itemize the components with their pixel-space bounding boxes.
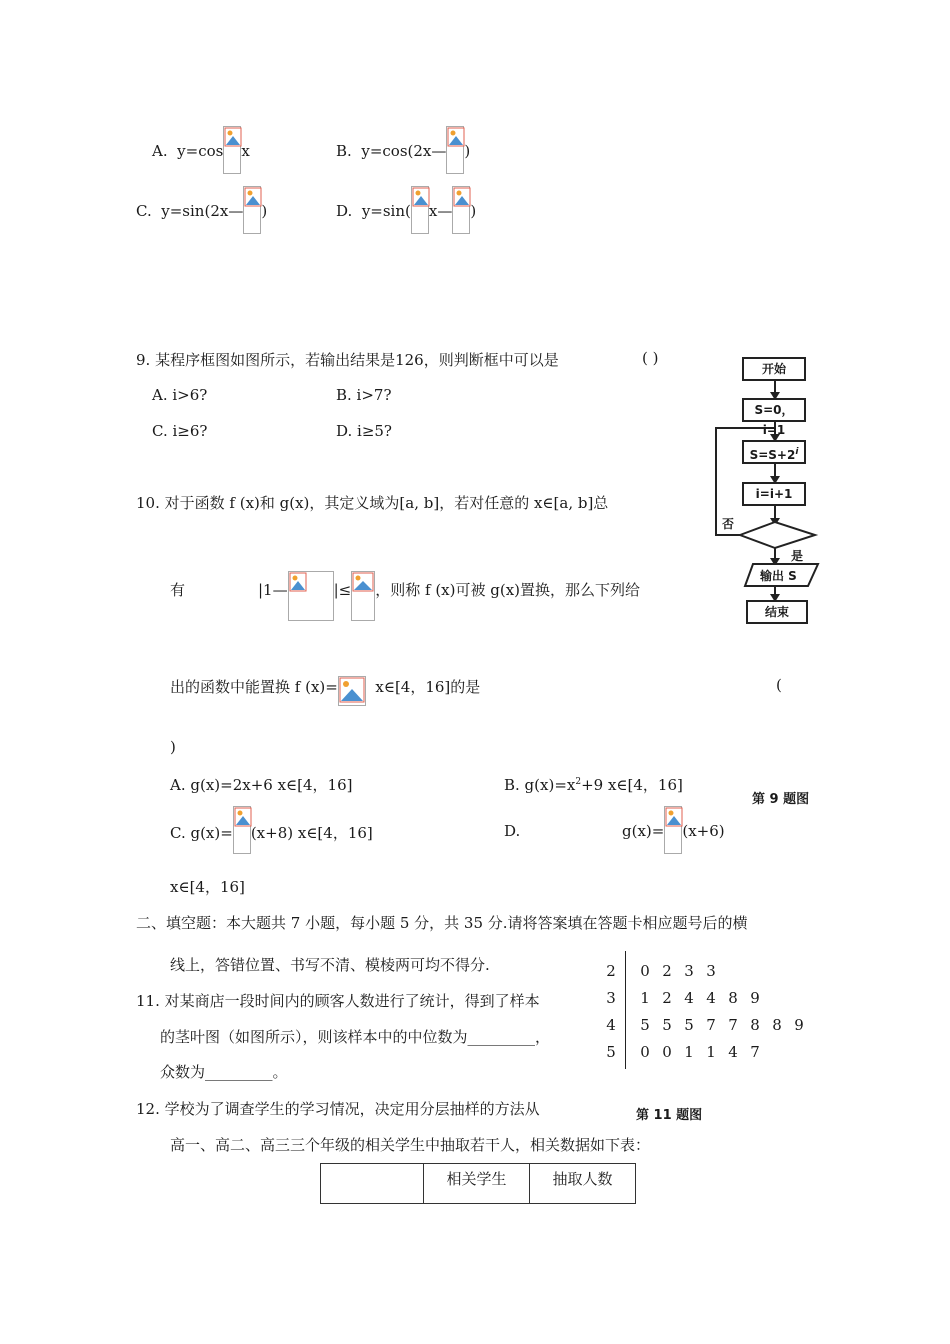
q9-stem: 9. 某程序框图如图所示，若输出结果是126，则判断框中可以是 bbox=[136, 351, 559, 369]
table-header-row bbox=[321, 1164, 636, 1204]
option-d-start: g(x)= bbox=[622, 822, 665, 840]
table-header-cell bbox=[321, 1164, 424, 1204]
broken-image-icon bbox=[351, 571, 375, 621]
q12-line2: 高一、高二、高三三个年级的相关学生中抽取若干人，相关数据如下表： bbox=[170, 1136, 651, 1154]
q11-line3: 众数为_________。 bbox=[160, 1063, 288, 1081]
leaves: 1 2 4 4 8 9 bbox=[640, 989, 760, 1007]
option-label: D. bbox=[336, 202, 353, 220]
flowchart-init: S=0，i=1 bbox=[742, 398, 806, 422]
q10-option-d bbox=[622, 822, 725, 870]
stem: 2 bbox=[606, 962, 616, 980]
q10-line3-start: 出的函数中能置换 f (x)= bbox=[170, 678, 338, 696]
option-label: B. bbox=[336, 142, 352, 160]
update-s-exponent: i bbox=[795, 447, 799, 457]
q9-option-d: D. i≥5? bbox=[336, 422, 392, 440]
flowchart-update-s bbox=[742, 440, 806, 464]
stem-leaf-row bbox=[600, 1043, 622, 1061]
option-c-start: C. g(x)= bbox=[170, 824, 233, 842]
leaves: 0 2 3 3 bbox=[640, 962, 716, 980]
leaves: 5 5 5 7 7 8 8 9 bbox=[640, 1016, 804, 1034]
q9-figure-caption: 第 9 题图 bbox=[752, 792, 810, 807]
update-s-text: S=S+2 bbox=[749, 448, 796, 462]
stem-leaf-row bbox=[600, 989, 622, 1007]
flowchart-end: 结束 bbox=[746, 600, 808, 624]
flowchart-yes-label: 是 bbox=[791, 549, 804, 563]
q10-option-d-domain: x∈[4，16] bbox=[170, 878, 245, 896]
flowchart-update-i: i=i+1 bbox=[742, 482, 806, 506]
broken-image-icon bbox=[664, 806, 682, 854]
q10-paren-close: ) bbox=[170, 738, 176, 756]
formula: y=cos bbox=[177, 142, 224, 160]
q9-answer-paren: ( ) bbox=[642, 349, 659, 367]
broken-image-icon bbox=[338, 676, 366, 706]
stem: 4 bbox=[606, 1016, 616, 1034]
formula: y=cos(2x— bbox=[361, 142, 447, 160]
table-header-cell: 相关学生 bbox=[424, 1164, 530, 1204]
option-d-end: (x+6) bbox=[682, 822, 725, 840]
flowchart-output: 输出 S bbox=[760, 569, 797, 583]
q10-paren-open: ( bbox=[776, 676, 782, 694]
formula: y=sin(2x— bbox=[161, 202, 244, 220]
q9-option-a: A. i>6? bbox=[152, 386, 208, 404]
formula-mid: x— bbox=[428, 202, 453, 220]
q9-option-b: B. i>7? bbox=[336, 386, 392, 404]
stem-leaf-row bbox=[600, 1016, 622, 1034]
section2-instructions-line2: 线上，答错位置、书写不清、模棱两可均不得分. bbox=[170, 956, 490, 974]
formula-tail: x bbox=[241, 142, 250, 160]
q9-option-c: C. i≥6? bbox=[152, 422, 208, 440]
flowchart-start: 开始 bbox=[742, 357, 806, 381]
q10-option-a: A. g(x)=2x+6 x∈[4，16] bbox=[170, 776, 353, 794]
broken-image-icon bbox=[233, 806, 251, 854]
option-c-end: (x+8) x∈[4，16] bbox=[250, 824, 373, 842]
leq-sign: |≤ bbox=[333, 581, 352, 599]
q12-data-table bbox=[320, 1163, 636, 1204]
broken-image-icon bbox=[288, 571, 334, 621]
q11-line1: 11. 对某商店一段时间内的顾客人数进行了统计，得到了样本 bbox=[136, 992, 540, 1010]
abs-expr-start: |1— bbox=[258, 581, 288, 599]
q10-line3 bbox=[170, 676, 480, 706]
q11-line2: 的茎叶图（如图所示），则该样本中的中位数为_________， bbox=[160, 1028, 551, 1046]
flowchart-connectors bbox=[0, 0, 950, 640]
formula-tail: ) bbox=[470, 202, 477, 220]
stem: 3 bbox=[606, 989, 616, 1007]
q11-figure-caption: 第 11 题图 bbox=[636, 1108, 703, 1123]
q12-line1: 12. 学校为了调查学生的学习情况，决定用分层抽样的方法从 bbox=[136, 1100, 540, 1118]
q10-domain: x∈[4，16]的是 bbox=[375, 678, 481, 696]
q10-line2-formula bbox=[258, 579, 640, 629]
decision-diamond bbox=[740, 522, 815, 548]
q10-option-b bbox=[504, 774, 683, 795]
leaves: 0 0 1 1 4 7 bbox=[640, 1043, 760, 1061]
stem-leaf-divider bbox=[625, 951, 626, 1069]
option-b-end: +9 x∈[4，16] bbox=[581, 776, 683, 794]
flowchart-no-label: 否 bbox=[722, 517, 735, 531]
stem: 5 bbox=[606, 1043, 616, 1061]
formula-tail: ) bbox=[464, 142, 471, 160]
q10-line2-rest: ，则称 f (x)可被 g(x)置换，那么下列给 bbox=[375, 581, 641, 599]
q10-option-c bbox=[170, 822, 373, 870]
option-b-start: B. g(x)=x bbox=[504, 776, 576, 794]
stem-leaf-row bbox=[600, 962, 622, 980]
option-b-exponent: 2 bbox=[575, 777, 582, 787]
formula: y=sin( bbox=[361, 202, 411, 220]
option-label: A. bbox=[152, 142, 168, 160]
section2-instructions-line1: 二、填空题：本大题共 7 小题，每小题 5 分，共 35 分.请将答案填在答题卡相应题号后的横 bbox=[136, 914, 748, 932]
table-header-cell: 抽取人数 bbox=[530, 1164, 636, 1204]
formula-tail: ) bbox=[261, 202, 268, 220]
q10-option-d-label: D. bbox=[504, 822, 521, 840]
option-label: C. bbox=[136, 202, 152, 220]
q10-line1: 10. 对于函数 f (x)和 g(x)，其定义域为[a, b]，若对任意的 x∈[a, b]总 bbox=[136, 494, 609, 512]
q10-line2-prefix: 有 bbox=[170, 581, 186, 599]
